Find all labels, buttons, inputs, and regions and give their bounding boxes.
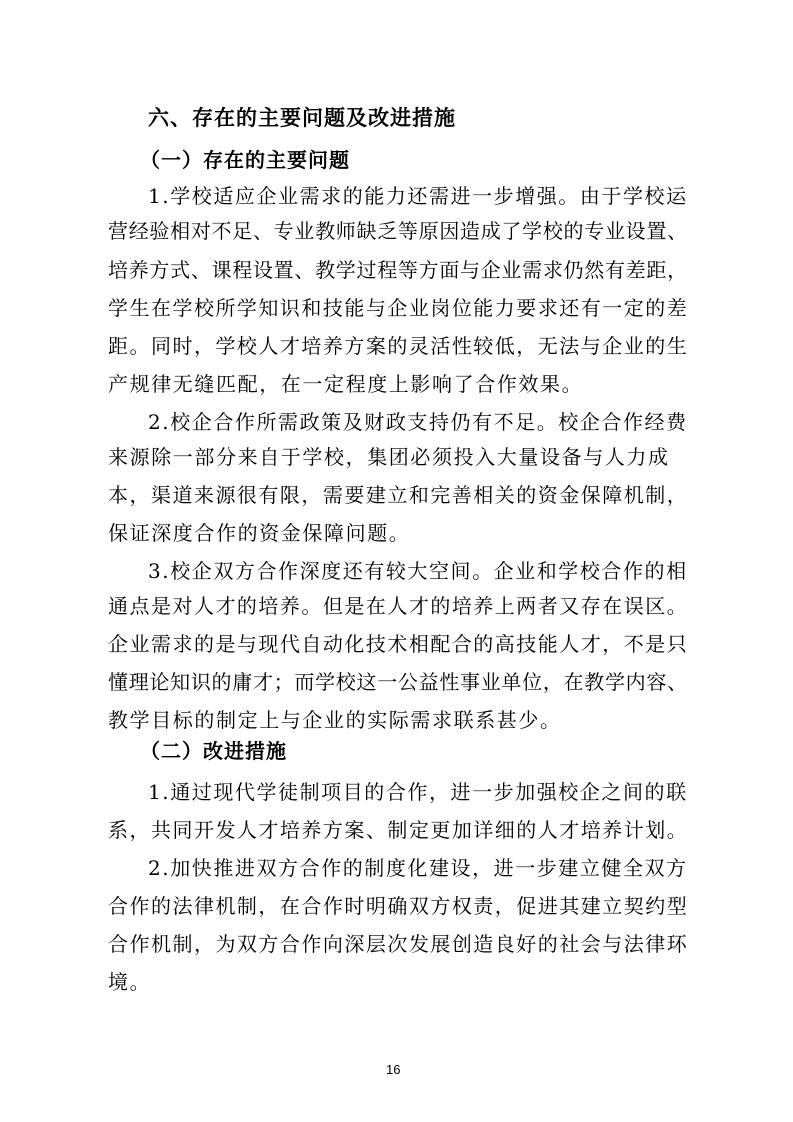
subsection-title-measures: （二）改进措施 xyxy=(140,739,287,763)
body-line: 教学目标的制定上与企业的实际需求联系甚少。 xyxy=(108,708,562,732)
subsection-title-problems: （一）存在的主要问题 xyxy=(140,148,350,172)
body-line: 合作机制，为双方合作向深层次发展创造良好的社会与法律环 xyxy=(108,932,689,956)
body-line: 2.校企合作所需政策及财政支持仍有不足。校企合作经费 xyxy=(148,410,688,434)
body-line: 境。 xyxy=(108,970,152,994)
body-line: 3.校企双方合作深度还有较大空间。企业和学校合作的相 xyxy=(148,559,688,583)
body-line: 学生在学校所学知识和技能与企业岗位能力要求还有一定的差 xyxy=(108,296,689,320)
body-line: 营经验相对不足、专业教师缺乏等原因造成了学校的专业设置、 xyxy=(108,219,688,243)
body-line: 1.学校适应企业需求的能力还需进一步增强。由于学校运 xyxy=(148,184,688,208)
body-line: 产规律无缝匹配，在一定程度上影响了合作效果。 xyxy=(108,372,584,396)
body-line: 懂理论知识的庸才；而学校这一公益性事业单位，在教学内容、 xyxy=(108,670,688,694)
body-line: 1.通过现代学徒制项目的合作，进一步加强校企之间的联 xyxy=(148,780,688,804)
body-line: 距。同时，学校人才培养方案的灵活性较低，无法与企业的生 xyxy=(108,334,689,358)
body-line: 培养方式、课程设置、教学过程等方面与企业需求仍然有差距， xyxy=(108,258,688,282)
page-number: 16 xyxy=(386,1062,401,1077)
section-title: 六、存在的主要问题及改进措施 xyxy=(148,106,456,130)
body-line: 企业需求的是与现代自动化技术相配合的高技能人才，不是只 xyxy=(108,632,689,656)
body-line: 2.加快推进双方合作的制度化建设，进一步建立健全双方 xyxy=(148,856,688,880)
body-line: 来源除一部分来自于学校，集团必须投入大量设备与人力成 xyxy=(108,445,670,469)
body-line: 本，渠道来源很有限，需要建立和完善相关的资金保障机制， xyxy=(108,483,689,507)
body-line: 通点是对人才的培养。但是在人才的培养上两者又存在误区。 xyxy=(108,594,689,618)
body-line: 系，共同开发人才培养方案、制定更加详细的人才培养计划。 xyxy=(108,818,689,842)
body-line: 保证深度合作的资金保障问题。 xyxy=(108,521,411,545)
body-line: 合作的法律机制，在合作时明确双方权责，促进其建立契约型 xyxy=(108,894,689,918)
